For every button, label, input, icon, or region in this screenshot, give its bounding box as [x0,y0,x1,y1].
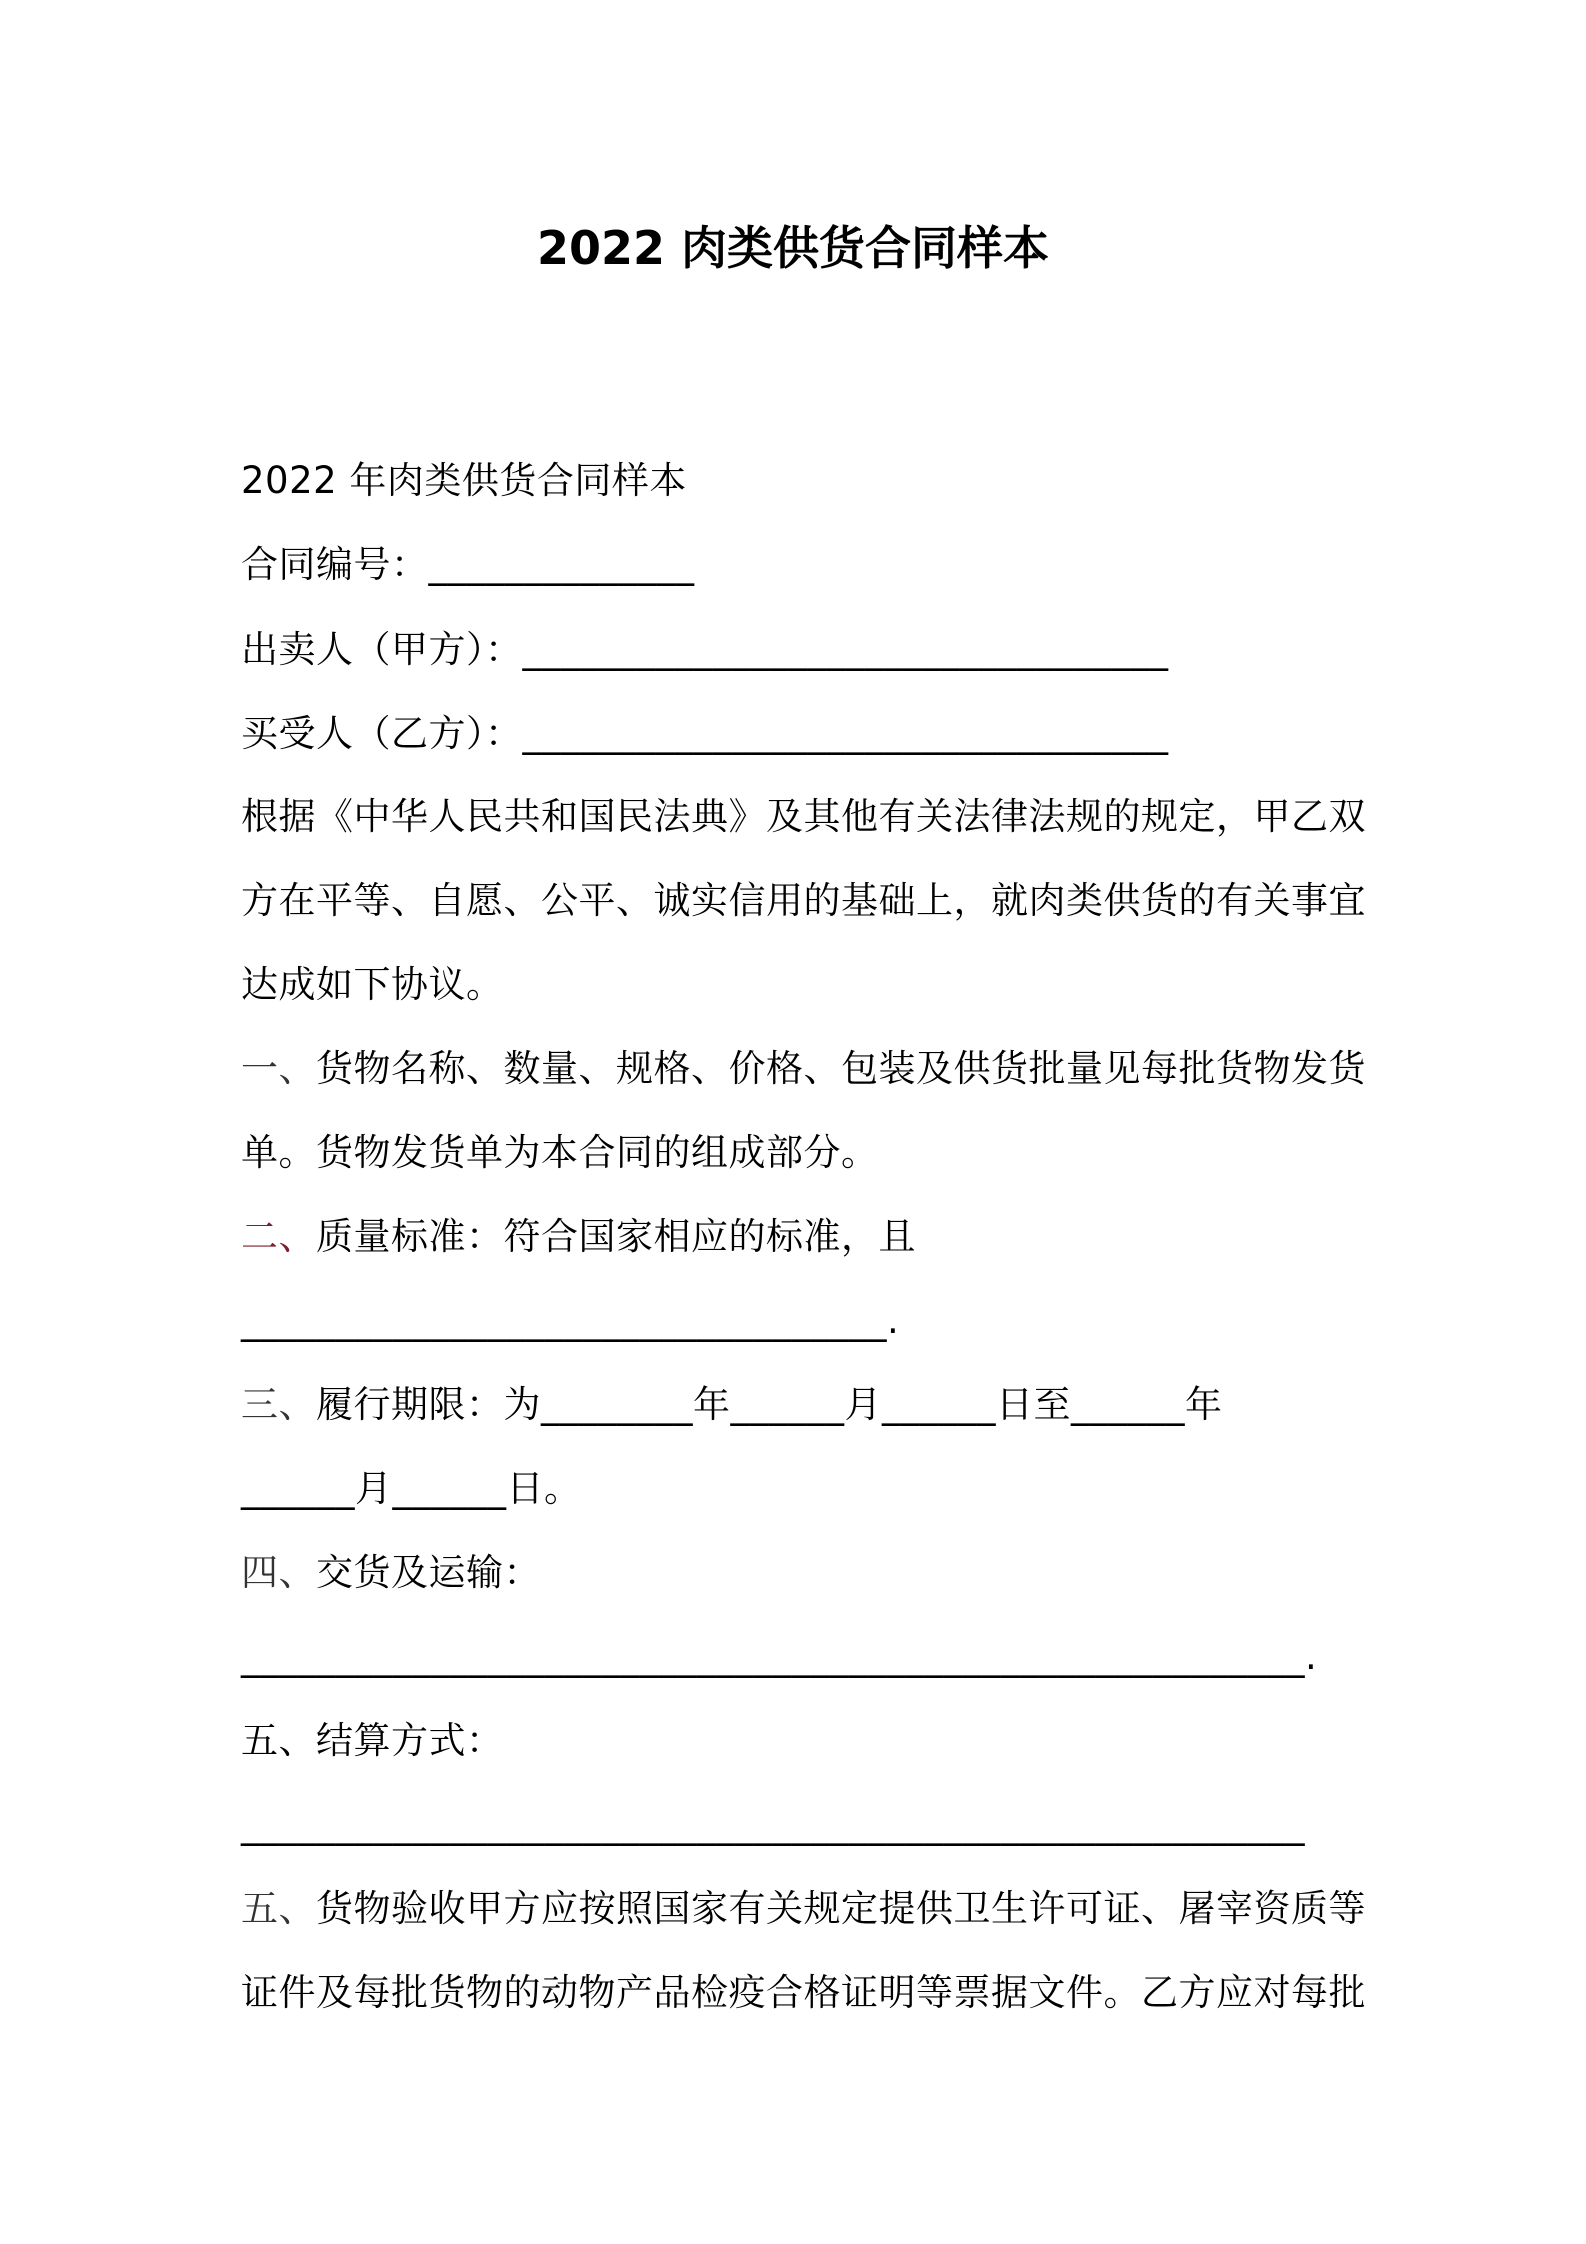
clause-4-text: 交货及运输： [316,1551,541,1594]
clause-4-line-1 [241,1548,541,1598]
document-title: 2022 肉类供货合同样本 [536,221,1050,275]
clause-3-line-2: ______月______日。 [241,1467,582,1510]
clause-6-line-2: 证件及每批货物的动物产品检疫合格证明等票据文件。乙方应对每批 [241,1971,1366,2014]
clause-3-number: 三、 [241,1383,316,1426]
clause-1-number: 一、 [241,1047,316,1090]
clause-2-line-1 [241,1212,916,1262]
subtitle-line: 2022 年肉类供货合同样本 [241,459,687,502]
clause-6-text: 货物验收甲方应按照国家有关规定提供卫生许可证、屠宰资质等 [316,1887,1366,1930]
contract-number-line: 合同编号：______________ [241,543,695,586]
clause-5-line-1: 五、结算方式： [241,1719,504,1762]
clause-6-line-1 [241,1884,1366,1934]
clause-3-text: 履行期限：为________年______月______日至______年 [316,1383,1223,1426]
clause-4-blank-line: ________________________________________________________. [241,1635,1318,1678]
clause-2-number: 二、 [241,1215,316,1258]
clause-1-text: 货物名称、数量、规格、价格、包装及供货批量见每批货物发货 [316,1047,1366,1090]
preamble-line-1: 根据《中华人民共和国民法典》及其他有关法律法规的规定，甲乙双 [241,795,1366,838]
clause-4-number: 四、 [241,1551,316,1594]
clause-2-blank-line: __________________________________. [241,1299,900,1342]
clause-6-number: 五、 [241,1887,316,1930]
seller-line: 出卖人（甲方）：__________________________________ [241,628,1169,671]
clause-2-text: 质量标准：符合国家相应的标准，且 [316,1215,916,1258]
clause-1-line-1 [241,1044,1366,1094]
clause-1-line-2: 单。货物发货单为本合同的组成部分。 [241,1131,879,1174]
clause-3-line-1 [241,1380,1223,1430]
buyer-line: 买受人（乙方）：__________________________________ [241,712,1169,755]
clause-5-blank-line: ________________________________________________________ [241,1803,1305,1846]
preamble-line-2: 方在平等、自愿、公平、诚实信用的基础上，就肉类供货的有关事宜 [241,879,1366,922]
preamble-line-3: 达成如下协议。 [241,963,504,1006]
